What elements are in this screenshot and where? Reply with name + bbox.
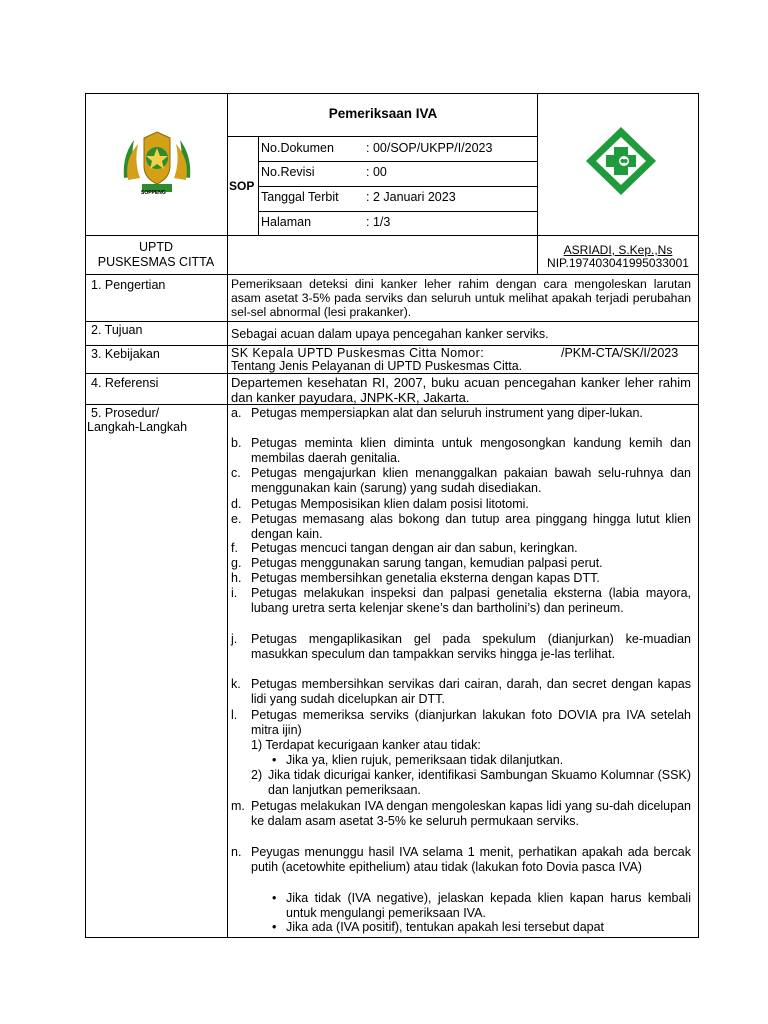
divider — [258, 211, 538, 212]
procedure-item-e: e. Petugas memasang alas bokong dan tutup area pinggang hingga lutut klien dengan kain. — [231, 512, 691, 541]
divider — [258, 186, 538, 187]
page-label: Halaman — [261, 215, 312, 229]
divider — [85, 235, 699, 236]
section-label-referensi: 4. Referensi — [91, 376, 159, 390]
kebijakan-line-1a: SK Kepala UPTD Puskesmas Citta Nomor: — [231, 346, 485, 360]
signer-nip: NIP.197403041995033001 — [547, 256, 689, 270]
procedure-bullet-n-1: • Jika tidak (IVA negative), jelaskan kepada klien kapan harus kembali untuk mengulangi pemeriksaan IVA. — [272, 891, 691, 920]
procedure-item-h: h. Petugas membersihkan genetalia eksterna dengan kapas DTT. — [231, 571, 600, 585]
procedure-bullet-l-1: • Jika ya, klien rujuk, pemeriksaan tidak dilanjutkan. — [272, 753, 564, 767]
procedure-item-f: f. Petugas mencuci tangan dengan air dan sabun, keringkan. — [231, 541, 578, 555]
kebijakan-line-1b: /PKM-CTA/SK/I/2023 — [561, 346, 679, 360]
tujuan-text: Sebagai acuan dalam upaya pencegahan kanker serviks. — [231, 327, 549, 341]
procedure-item-m: m. Petugas melakukan IVA dengan mengoleskan kapas lidi yang su-dah dicelupan ke dalam asam asetat 3-5% ke seluruh permukaan serviks. — [231, 799, 691, 828]
sop-label: SOP — [229, 179, 255, 193]
document-title: Pemeriksaan IVA — [328, 106, 438, 121]
signer-name: ASRIADI, S.Kep.,Ns — [563, 243, 673, 257]
regency-emblem-logo — [116, 126, 198, 198]
unit-line-2: PUSKESMAS CITTA — [97, 255, 215, 269]
bullet-icon: • — [272, 891, 277, 905]
referensi-text: Departemen kesehatan RI, 2007, buku acuan pencegahan kanker leher rahim dan kanker payudara, JNPK-KR, Jakarta. — [231, 375, 691, 405]
bullet-icon: • — [272, 920, 277, 934]
procedure-subitem-l-1: 1) Terdapat kecurigaan kanker atau tidak: — [251, 738, 481, 752]
issue-date-label: Tanggal Terbit — [261, 190, 339, 204]
procedure-item-i: i. Petugas melakukan inspeksi dan palpasi genetalia eksterna (labia mayora, lubang uretra serta kelenjar skene’s dan bartholini’s) dan perineum. — [231, 586, 691, 615]
procedure-item-n: n. Peyugas menunggu hasil IVA selama 1 menit, perhatikan apakah ada bercak putih (acetowhite epithelium) atau tidak (lakukan foto Dovia pasca IVA) — [231, 845, 691, 874]
divider — [85, 274, 699, 275]
procedure-subitem-l-2: 2) Jika tidak dicurigai kanker, identifikasi Sambungan Skuamo Kolumnar (SSK) dan lanjutkan pemeriksaan. — [251, 768, 691, 797]
section-label-pengertian: 1. Pengertian — [91, 278, 166, 292]
revision-label: No.Revisi — [261, 165, 315, 179]
unit-line-1: UPTD — [138, 240, 174, 254]
section-label-kebijakan: 3. Kebijakan — [91, 347, 160, 361]
procedure-item-d: d. Petugas Memposisikan klien dalam posisi litotomi. — [231, 497, 529, 511]
emblem-caption: SOPPENG — [141, 190, 166, 196]
divider — [227, 93, 228, 938]
revision-value: : 00 — [366, 165, 387, 179]
kebijakan-line-2: Tentang Jenis Pelayanan di UPTD Puskesmas Citta. — [231, 359, 523, 373]
divider — [258, 136, 259, 236]
bullet-icon: • — [272, 753, 277, 767]
section-label-prosedur-2: Langkah-Langkah — [87, 420, 188, 434]
section-label-tujuan: 2. Tujuan — [91, 323, 143, 337]
procedure-item-k: k. Petugas membersihkan servikas dari cairan, darah, dan secret dengan kapas lidi yang sudah dicelupkan air DTT. — [231, 677, 691, 706]
doc-number-label: No.Dokumen — [261, 141, 334, 155]
divider — [228, 136, 538, 137]
procedure-item-b: b. Petugas meminta klien diminta untuk mengosongkan kandung kemih dan membilas daerah genitalia. — [231, 436, 691, 465]
page-value: : 1/3 — [366, 215, 391, 229]
procedure-item-l: l. Petugas memeriksa serviks (dianjurkan lakukan foto DOVIA pra IVA setelah mitra ijin) — [231, 708, 691, 737]
doc-number-value: : 00/SOP/UKPP/I/2023 — [366, 141, 493, 155]
divider — [85, 321, 699, 322]
pengertian-text: Pemeriksaan deteksi dini kanker leher rahim dengan cara mengoleskan larutan asam asetat 3-5% pada serviks dan seluruh untuk melihat apakah terjadi perubahan sel-sel abnormal (lesi prakanker). — [231, 277, 691, 319]
procedure-item-a: a. Petugas mempersiapkan alat dan seluruh instrument yang diper-lukan. — [231, 406, 643, 420]
procedure-item-c: c. Petugas mengajurkan klien menanggalkan pakaian bawah selu-ruhnya dan menggunakan kain (sarung) yang sudah disediakan. — [231, 466, 691, 495]
divider — [258, 161, 538, 162]
procedure-bullet-n-2: • Jika ada (IVA positif), tentukan apakah lesi tersebut dapat — [272, 920, 605, 934]
procedure-item-j: j. Petugas mengaplikasikan gel pada spekulum (dianjurkan) ke-muadian masukkan speculum dan tampakkan serviks hingga je-las terlihat. — [231, 632, 691, 661]
puskesmas-logo — [584, 125, 658, 197]
procedure-item-g: g. Petugas menggunakan sarung tangan, kemudian palpasi perut. — [231, 556, 603, 570]
issue-date-value: : 2 Januari 2023 — [366, 190, 456, 204]
section-label-prosedur-1: 5. Prosedur/ — [91, 406, 160, 420]
